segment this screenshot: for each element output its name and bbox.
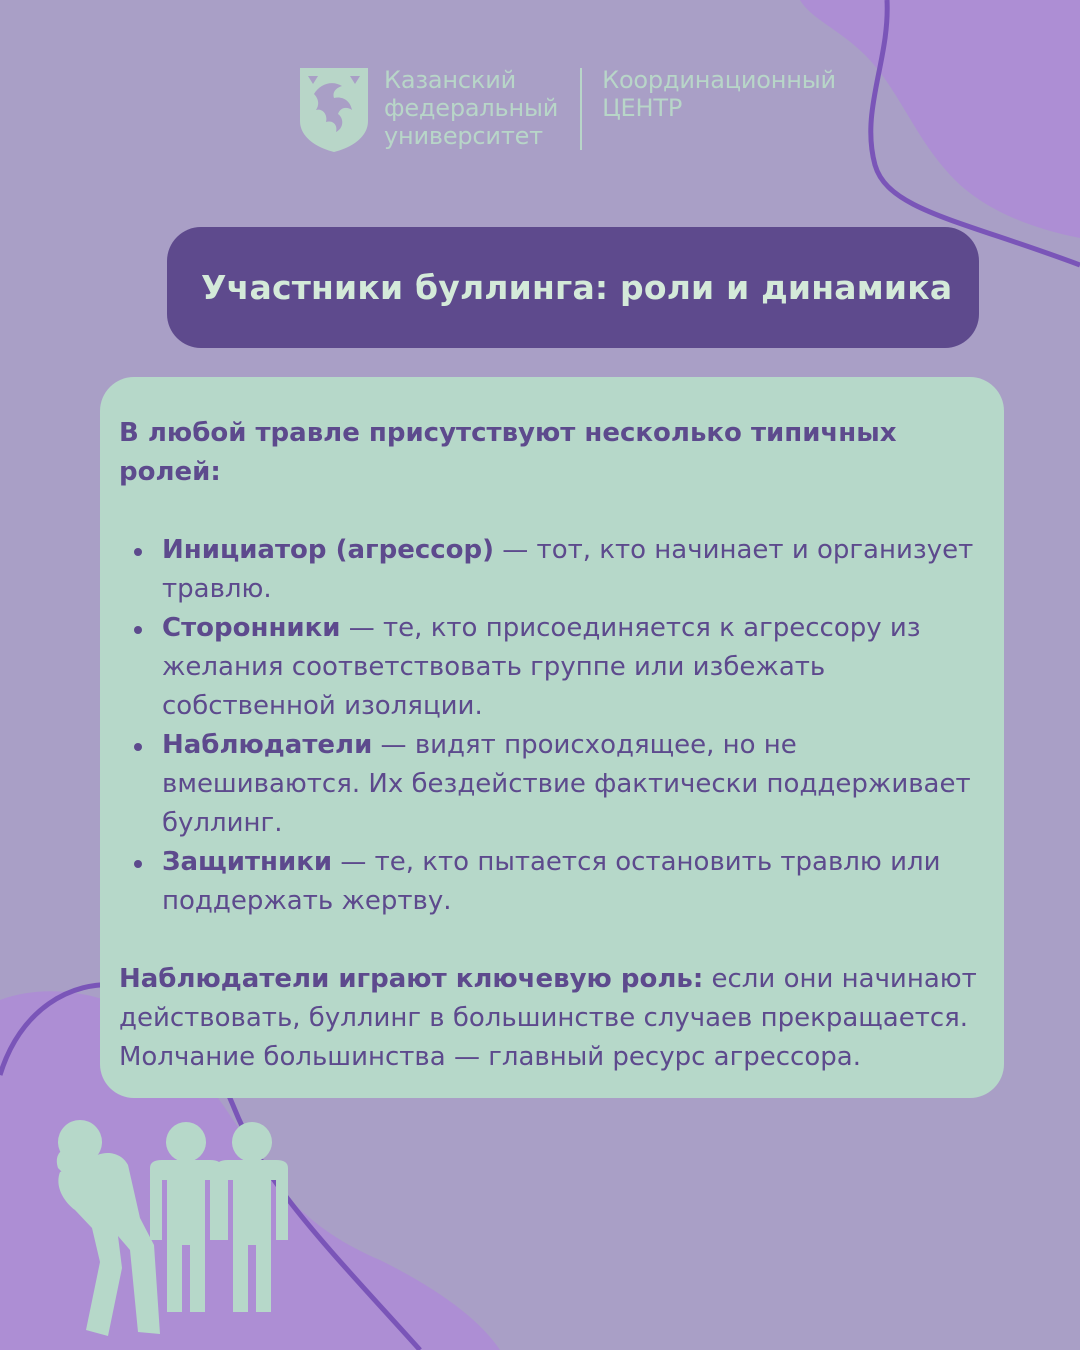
center-name-line-2: ЦЕНТР bbox=[602, 94, 683, 122]
intro-text: В любой травле присутствуют несколько типичных ролей: bbox=[119, 418, 897, 487]
header-divider bbox=[580, 68, 582, 150]
role-item bbox=[119, 531, 986, 609]
role-term: Защитники bbox=[162, 847, 333, 877]
role-term: Сторонники bbox=[162, 613, 341, 643]
kfu-dragon-emblem-icon bbox=[298, 66, 370, 152]
role-term: Наблюдатели bbox=[162, 730, 373, 760]
title-banner bbox=[167, 227, 979, 348]
roles-list bbox=[119, 531, 986, 921]
university-name-line-2: федеральный bbox=[384, 94, 559, 122]
center-name bbox=[602, 66, 836, 122]
university-name bbox=[384, 66, 558, 150]
role-description: — те, кто присоединяется к агрессору из желания соответствовать группе или избежать собственной изоляции. bbox=[162, 613, 921, 721]
role-description: — те, кто пытается остановить травлю или поддержать жертву. bbox=[162, 847, 941, 916]
center-name-line-1: Координационный bbox=[602, 66, 836, 94]
page-title: Участники буллинга: роли и динамика bbox=[201, 268, 953, 307]
header bbox=[298, 66, 836, 152]
outro-bold: Наблюдатели играют ключевую роль: bbox=[119, 964, 704, 994]
role-description: — видят происходящее, но не вмешиваются. Их бездействие фактически поддерживает буллинг. bbox=[162, 730, 971, 838]
content-card bbox=[100, 377, 1004, 1098]
role-item bbox=[119, 609, 986, 726]
outro-rest: если они начинают действовать, буллинг в большинстве случаев прекращается. Молчание большинства — главный ресурс агрессора. bbox=[119, 964, 977, 1072]
role-item bbox=[119, 726, 986, 843]
role-description: — тот, кто начинает и организует травлю. bbox=[162, 535, 974, 604]
university-name-line-3: университет bbox=[384, 122, 543, 150]
university-name-line-1: Казанский bbox=[384, 66, 516, 94]
top-right-blob bbox=[800, 0, 1080, 238]
role-term: Инициатор (агрессор) bbox=[162, 535, 495, 565]
role-item bbox=[119, 843, 986, 921]
outro-text bbox=[119, 960, 986, 1077]
